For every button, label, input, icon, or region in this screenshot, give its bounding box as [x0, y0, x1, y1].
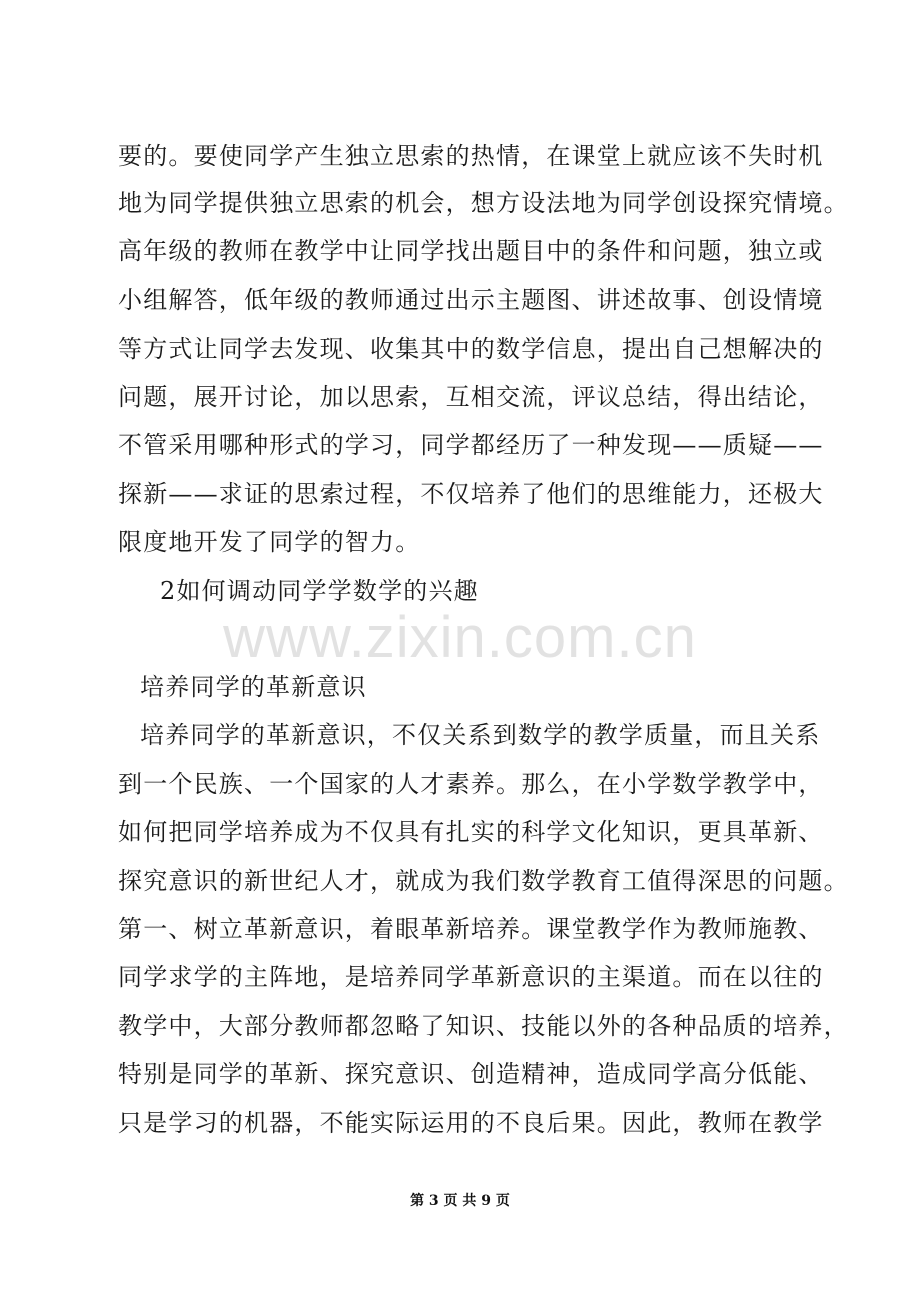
text-line: 教学中，大部分教师都忽略了知识、技能以外的各种品质的培养，	[118, 1012, 849, 1040]
watermark: www.zixin.com.cn	[223, 605, 697, 670]
text-line: 同学求学的主阵地，是培养同学革新意识的主渠道。而在以往的	[118, 963, 824, 991]
text-line: 高年级的教师在教学中让同学找出题目中的条件和问题，独立或	[118, 237, 824, 265]
text-line: 只是学习的机器，不能实际运用的不良后果。因此，教师在教学	[118, 1109, 824, 1137]
section-heading: 2如何调动同学学数学的兴趣	[160, 577, 479, 605]
text-line: 探新——求证的思索过程，不仅培养了他们的思维能力，还极大	[118, 480, 824, 508]
subsection-heading: 培养同学的革新意识	[140, 673, 367, 701]
text-line: 探究意识的新世纪人才，就成为我们数学教育工值得深思的问题。	[118, 867, 849, 895]
text-line: 等方式让同学去发现、收集其中的数学信息，提出自己想解决的	[118, 335, 824, 363]
text-line: 要的。要使同学产生独立思索的热情，在课堂上就应该不失时机	[118, 142, 824, 170]
text-line: 问题，展开讨论，加以思索，互相交流，评议总结，得出结论，	[118, 383, 824, 411]
text-line: 小组解答，低年级的教师通过出示主题图、讲述故事、创设情境	[118, 286, 824, 314]
text-line: 限度地开发了同学的智力。	[118, 528, 421, 556]
text-line: 到一个民族、一个国家的人才素养。那么，在小学数学教学中，	[118, 770, 824, 798]
page-number-footer: 第 3 页 共 9 页	[410, 1193, 510, 1209]
text-line: 特别是同学的革新、探究意识、创造精神，造成同学高分低能、	[118, 1060, 824, 1088]
text-line: 地为同学提供独立思索的机会，想方设法地为同学创设探究情境。	[118, 189, 849, 217]
text-line: 第一、树立革新意识，着眼革新培养。课堂教学作为教师施教、	[118, 915, 824, 943]
text-line: 如何把同学培养成为不仅具有扎实的科学文化知识，更具革新、	[118, 818, 824, 846]
text-line: 不管采用哪种形式的学习，同学都经历了一种发现——质疑——	[118, 431, 824, 459]
text-line: 培养同学的革新意识，不仅关系到数学的教学质量，而且关系	[140, 721, 821, 749]
